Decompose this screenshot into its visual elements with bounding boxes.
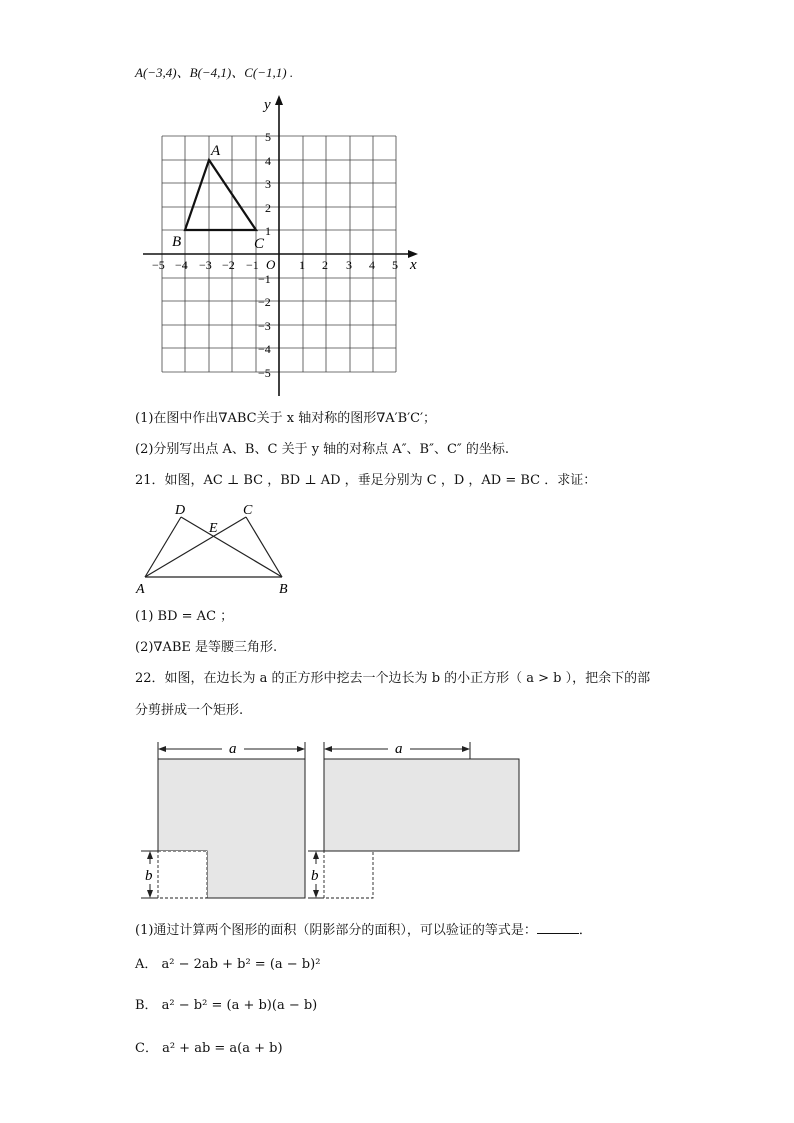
q22-part1: [135, 921, 592, 940]
y-tick-label: −3: [258, 319, 271, 333]
dashed-outline-piece: [324, 851, 373, 898]
x-tick-label: −1: [246, 258, 259, 272]
fig21-label-e: E: [209, 521, 218, 536]
y-tick-label: −2: [258, 295, 271, 309]
axes: [143, 95, 418, 396]
fig21-label-b: B: [279, 582, 288, 597]
x-tick-label: 2: [322, 258, 328, 272]
y-tick-label: 3: [265, 177, 271, 191]
x-tick-label: −5: [152, 258, 165, 272]
x-tick-label: −4: [175, 258, 188, 272]
y-tick-label: 5: [265, 130, 271, 144]
y-tick-label: 1: [265, 224, 271, 238]
q22-stem-line1: 22．如图，在边长为 a 的正方形中挖去一个边长为 b 的小正方形（ a > b ），把余下的部: [135, 671, 651, 686]
x-tick-label: 3: [346, 258, 352, 272]
q20-part2: (2)分别写出点 A、B、C 关于 y 轴的对称点 A″、B″、C″ 的坐标.: [135, 442, 510, 457]
origin-label: O: [266, 257, 276, 272]
fig21-label-d: D: [175, 503, 186, 518]
fig22-label-a-left: a: [229, 741, 237, 757]
answer-blank[interactable]: [537, 921, 579, 934]
point-label-c: C: [254, 236, 265, 252]
triangle-abc: [185, 160, 256, 230]
q20-part1: (1)在图中作出∇ABC关于 x 轴对称的图形∇A′B′C′；: [135, 411, 437, 426]
fig21-label-c: C: [243, 503, 253, 518]
point-label-a: A: [211, 143, 221, 159]
q22-figure: [140, 735, 530, 905]
q22-part1-text: (1)通过计算两个图形的面积（阴影部分的面积），可以验证的等式是：: [135, 923, 537, 938]
q21-part1: (1) BD = AC ；: [135, 609, 234, 624]
y-tick-labels: [258, 130, 271, 380]
rearranged-rectangle: [324, 759, 519, 851]
option-c[interactable]: C． a² + ab = a(a + b): [135, 1041, 283, 1056]
fig22-label-b-right: b: [311, 868, 319, 884]
x-tick-label: −2: [222, 258, 235, 272]
x-tick-label: −3: [199, 258, 212, 272]
q22-stem-line2: 分剪拼成一个矩形.: [135, 703, 244, 718]
option-a[interactable]: A． a² − 2ab + b² = (a − b)²: [135, 957, 321, 972]
point-label-b: B: [172, 234, 182, 250]
q21-stem: 21．如图，AC ⊥ BC ，BD ⊥ AD ，垂足分别为 C ，D ，AD = BC ．求证：: [135, 473, 597, 488]
x-tick-label: 5: [392, 258, 398, 272]
q21-figure: [130, 498, 300, 598]
y-tick-label: −5: [258, 366, 271, 380]
x-tick-label: 1: [299, 258, 305, 272]
y-tick-label: −4: [258, 342, 271, 356]
y-tick-label: −1: [258, 272, 271, 286]
fig22-label-b-left: b: [145, 868, 153, 884]
fig21-label-a: A: [136, 582, 145, 597]
x-axis-label: x: [410, 257, 417, 273]
removed-small-square: [158, 851, 207, 898]
option-b[interactable]: B． a² − b² = (a + b)(a − b): [135, 998, 318, 1013]
fig22-label-a-right: a: [395, 741, 403, 757]
x-tick-label: 4: [369, 258, 375, 272]
y-axis-label: y: [264, 97, 271, 113]
y-tick-label: 4: [265, 154, 271, 168]
y-tick-label: 2: [265, 201, 271, 215]
q22-part1-end: ．: [578, 923, 592, 938]
top-coordinates-line: A(−3,4)、B(−4,1)、C(−1,1) .: [135, 65, 294, 80]
coordinate-grid-figure: [135, 88, 435, 408]
q21-part2: (2)∇ABE 是等腰三角形.: [135, 640, 278, 655]
